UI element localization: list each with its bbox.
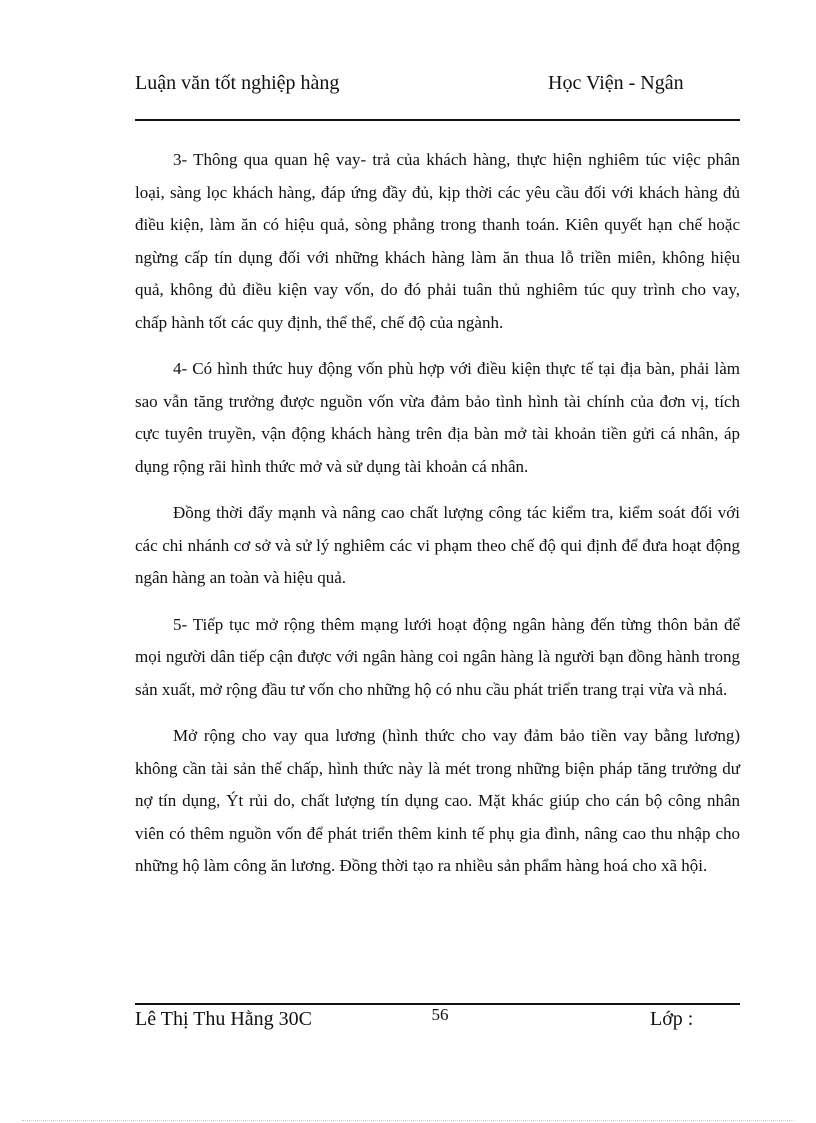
footer-class: Lớp :: [650, 1008, 694, 1030]
document-body: [135, 144, 740, 897]
footer-author: Lê Thị Thu Hằng 30C: [135, 1008, 313, 1030]
paragraph-3: 3- Thông qua quan hệ vay- trả của khách hàng, thực hiện nghiêm túc việc phân loại, sàng lọc khách hàng, đáp ứng đầy đủ, kịp thời các yêu cầu đối với khách hàng đủ điều kiện, làm ăn có hiệu quả, sòng phẳng trong thanh toán. Kiên quyết hạn chế hoặc ngừng cấp tín dụng đối với những khách hàng làm ăn thua lỗ triền miên, không hiệu quả, không đủ điều kiện vay vốn, do đó phải tuân thủ nghiêm túc quy trình cho vay, chấp hành tốt các quy định, thể thể, chế độ của ngành.: [135, 150, 740, 332]
paragraph-salary-loans: Mở rộng cho vay qua lương (hình thức cho vay đảm bảo tiền vay bằng lương) không cần tài sản thế chấp, hình thức này là mét trong những biện pháp tăng trưởng dư nợ tín dụng, Ýt rủi do, chất lượng tín dụng cao. Mặt khác giúp cho cán bộ công nhân viên có thêm nguồn vốn để phát triển thêm kinh tế phụ gia đình, nâng cao thu nhập cho những hộ làm công ăn lương. Đồng thời tạo ra nhiều sản phẩm hàng hoá cho xã hội.: [135, 726, 740, 875]
page-edge-divider: [22, 1120, 794, 1121]
page-number: 56: [431, 1005, 449, 1024]
header-left-text: Luận văn tốt nghiệp hàng: [135, 72, 340, 94]
header-divider: [135, 119, 740, 121]
paragraph-4: 4- Có hình thức huy động vốn phù hợp với điều kiện thực tế tại địa bàn, phải làm sao vẫn tăng trưởng được nguồn vốn vừa đảm bảo tình hình tài chính của đơn vị, tích cực tuyên truyền, vận động khách hàng trên địa bàn mở tài khoản tiền gửi cá nhân, áp dụng rộng rãi hình thức mở và sử dụng tài khoản cá nhân.: [135, 359, 740, 476]
paragraph-inspection: Đồng thời đẩy mạnh và nâng cao chất lượng công tác kiểm tra, kiểm soát đối với các chi nhánh cơ sở và sử lý nghiêm các vi phạm theo chế độ qui định để đưa hoạt động ngân hàng an toàn và hiệu quả.: [135, 503, 740, 587]
paragraph-5: 5- Tiếp tục mở rộng thêm mạng lưới hoạt động ngân hàng đến từng thôn bản để mọi người dân tiếp cận được với ngân hàng coi ngân hàng là người bạn đồng hành trong sản xuất, mở rộng đầu tư vốn cho những hộ có nhu cầu phát triển trang trại vừa và nhá.: [135, 614, 740, 699]
header-right-text: Học Viện - Ngân: [548, 72, 684, 94]
